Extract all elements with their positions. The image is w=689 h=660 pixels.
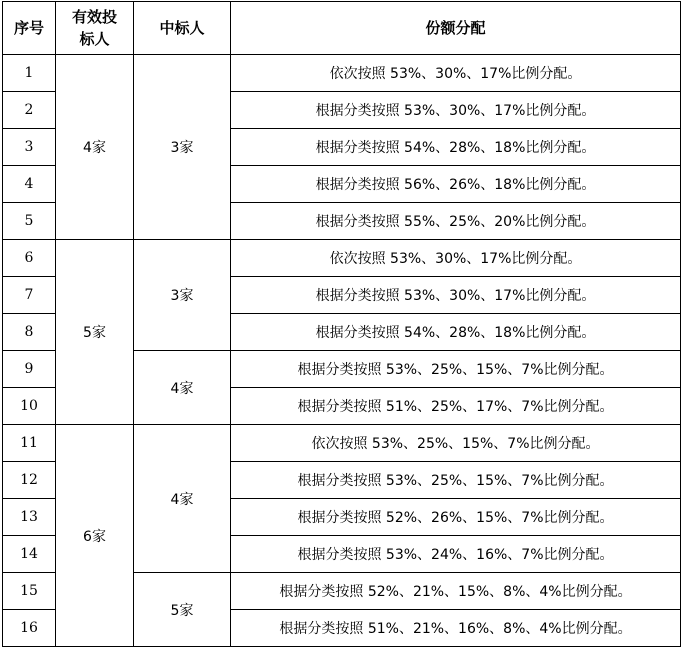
cell-allocation: 根据分类按照 52%、21%、15%、8%、4%比例分配。	[231, 573, 681, 610]
header-seq: 序号	[3, 2, 56, 55]
cell-seq: 3	[3, 129, 56, 166]
cell-seq: 12	[3, 462, 56, 499]
cell-seq: 14	[3, 536, 56, 573]
cell-bidders: 4家	[56, 55, 134, 240]
cell-seq: 8	[3, 314, 56, 351]
cell-seq: 10	[3, 388, 56, 425]
table-row	[3, 240, 681, 277]
cell-allocation: 依次按照 53%、30%、17%比例分配。	[231, 240, 681, 277]
cell-seq: 4	[3, 166, 56, 203]
cell-seq: 1	[3, 55, 56, 92]
cell-allocation: 根据分类按照 51%、21%、16%、8%、4%比例分配。	[231, 610, 681, 647]
cell-allocation: 依次按照 53%、30%、17%比例分配。	[231, 55, 681, 92]
cell-winners: 4家	[134, 425, 231, 573]
cell-allocation: 根据分类按照 51%、25%、17%、7%比例分配。	[231, 388, 681, 425]
cell-allocation: 根据分类按照 53%、30%、17%比例分配。	[231, 92, 681, 129]
cell-seq: 5	[3, 203, 56, 240]
header-winners: 中标人	[134, 2, 231, 55]
cell-allocation: 根据分类按照 56%、26%、18%比例分配。	[231, 166, 681, 203]
cell-seq: 7	[3, 277, 56, 314]
table-row	[3, 425, 681, 462]
cell-allocation: 根据分类按照 53%、25%、15%、7%比例分配。	[231, 462, 681, 499]
cell-winners: 3家	[134, 240, 231, 351]
cell-allocation: 根据分类按照 52%、26%、15%、7%比例分配。	[231, 499, 681, 536]
cell-allocation: 根据分类按照 54%、28%、18%比例分配。	[231, 314, 681, 351]
cell-seq: 15	[3, 573, 56, 610]
cell-allocation: 依次按照 53%、25%、15%、7%比例分配。	[231, 425, 681, 462]
cell-winners: 3家	[134, 55, 231, 240]
allocation-table	[2, 1, 681, 647]
cell-seq: 13	[3, 499, 56, 536]
cell-bidders: 6家	[56, 425, 134, 647]
header-bidders	[56, 2, 134, 55]
cell-allocation: 根据分类按照 53%、24%、16%、7%比例分配。	[231, 536, 681, 573]
cell-seq: 11	[3, 425, 56, 462]
cell-seq: 6	[3, 240, 56, 277]
cell-allocation: 根据分类按照 53%、25%、15%、7%比例分配。	[231, 351, 681, 388]
cell-allocation: 根据分类按照 54%、28%、18%比例分配。	[231, 129, 681, 166]
table-row	[3, 55, 681, 92]
cell-seq: 9	[3, 351, 56, 388]
cell-seq: 16	[3, 610, 56, 647]
header-allocation: 份额分配	[231, 2, 681, 55]
cell-allocation: 根据分类按照 55%、25%、20%比例分配。	[231, 203, 681, 240]
header-bidders-text: 有效投 标人	[71, 8, 117, 48]
cell-bidders: 5家	[56, 240, 134, 425]
cell-winners: 5家	[134, 573, 231, 647]
cell-seq: 2	[3, 92, 56, 129]
header-row	[3, 2, 681, 55]
cell-winners: 4家	[134, 351, 231, 425]
cell-allocation: 根据分类按照 53%、30%、17%比例分配。	[231, 277, 681, 314]
